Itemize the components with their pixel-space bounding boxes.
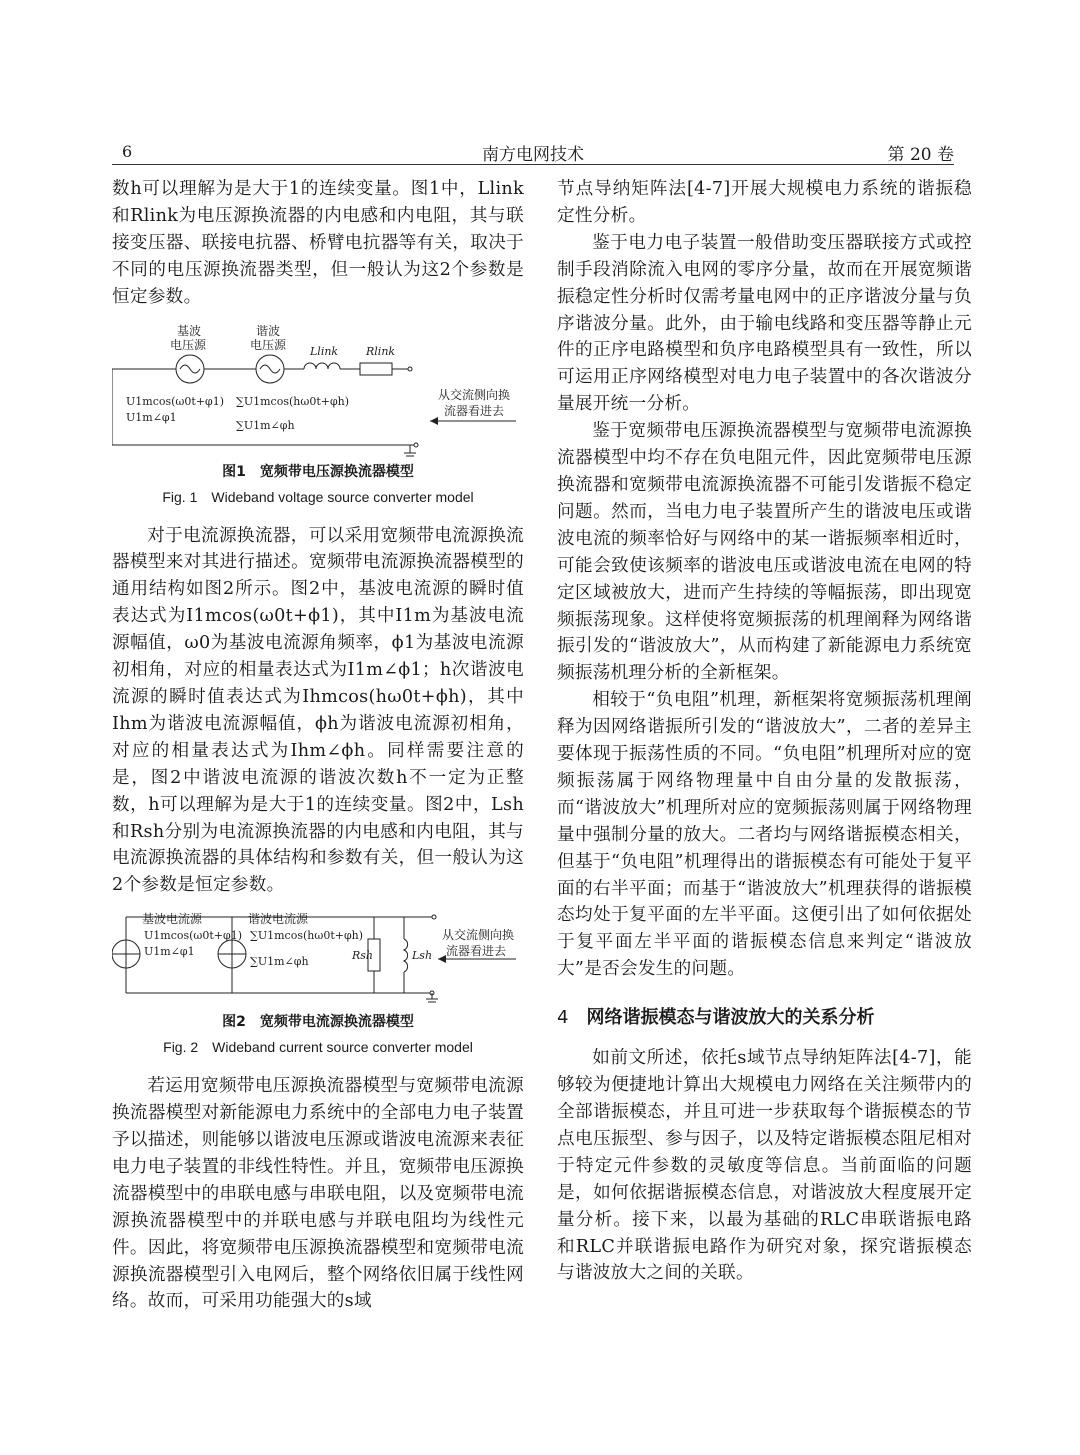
fund-phasor: U1m∠φ1 (144, 945, 195, 959)
paragraph: 节点导纳矩阵法[4-7]开展大规模电力系统的谐振稳定性分析。 (557, 179, 972, 226)
arrow-icon (430, 417, 438, 425)
harm-phasor: ∑U1m∠φh (236, 418, 295, 432)
fund-label-2: 电压源 (170, 337, 207, 352)
figure-2 (112, 909, 524, 1057)
harm-label: 谐波 (256, 323, 281, 338)
left-column (112, 176, 524, 1315)
journal-title: 南方电网技术 (482, 145, 584, 165)
figure-2-caption-cn: 图2 宽频带电流源换流器模型 (222, 1014, 414, 1031)
paragraph: 鉴于宽频带电压源换流器模型与宽频带电流源换流器模型中均不存在负电阻元件，因此宽频带电压源换流器和宽频带电流源换流器不可能引发谐振不稳定问题。然而，当电力电子装置所产生的谐波电压或谐波电流的频率恰好与网络中的某一谐振频率相近时，可能会致使该频率的谐波电压或谐波电流在电网的特定区域被放大，进而产生持续的等幅振荡，即出现宽频振荡现象。这样使将宽频振荡的机理阐释为网络谐振引发的“谐波放大”，从而构建了新能源电力系统宽频振荡机理分析的全新框架。 (557, 421, 972, 684)
current-source-circuit-diagram (112, 909, 524, 1007)
voltage-source-circuit-diagram (112, 321, 524, 457)
harm-label-2: 电压源 (250, 337, 287, 352)
resistor-label: Rsh (352, 949, 374, 963)
fund-expression: U1mcos(ω0t+φ1) (144, 929, 243, 943)
harm-phasor: ∑U1m∠φh (250, 955, 309, 969)
inductor-label: Llink (310, 344, 339, 358)
view-label-2: 流器看进去 (444, 403, 505, 418)
resistor-symbol (360, 363, 392, 375)
harm-expression: ∑U1mcos(hω0t+φh) (236, 394, 350, 408)
paragraph: 数h可以理解为是大于1的连续变量。图1中，Llink和Rlink为电压源换流器的内电感和内电阻，其与联接变压器、联接电抗器、桥臂电抗器等有关，取决于不同的电压源换流器类型，但一般认为这2个参数是恒定参数。 (112, 179, 524, 307)
harm-current-label: 谐波电流源 (248, 912, 309, 927)
page-number: 6 (122, 142, 133, 161)
inductor-symbol (304, 363, 340, 369)
paragraph: 对于电流源换流器，可以采用宽频带电流源换流器模型来对其进行描述。宽频带电流源换流器模型的通用结构如图2所示。图2中，基波电流源的瞬时值表达式为I1mcos(ω0t+ϕ1)，其中I1m为基波电流源幅值，ω0为基波电流源角频率，ϕ1为基波电流源初相角，对应的相量表达式为I1m∠ϕ1；h次谐波电流源的瞬时值表达式为Ihmcos(hω0t+ϕh)，其中Ihm为谐波电流源幅值，ϕh为谐波电流源初相角，对应的相量表达式为Ihm∠ϕh。同样需要注意的是，图2中谐波电流源的谐波次数h不一定为正整数，h可以理解为是大于1的连续变量。图2中，Lsh和Rsh分别为电流源换流器的内电感和内电阻，其与电流源换流器的具体结构和参数有关，但一般认为这2个参数是恒定参数。 (112, 525, 524, 896)
fund-current-label: 基波电流源 (142, 912, 203, 927)
inductor-symbol (404, 939, 408, 972)
paragraph: 鉴于电力电子装置一般借助变压器联接方式或控制手段消除流入电网的零序分量，故而在开展宽频谐振稳定性分析时仅需考量电网中的正序谐波分量与负序谐波分量。此外，由于输电线路和变压器等静止元件的正序电路模型和负序电路模型具有一致性，所以可运用正序网络模型对电力电子装置中的各次谐波分量展开统一分析。 (557, 232, 972, 415)
paragraph: 如前文所述，依托s域节点导纳矩阵法[4-7]，能够较为便捷地计算出大规模电力网络在关注频带内的全部谐振模态，并且可进一步获取每个谐振模态的节点电压振型、参与因子，以及特定谐振模态阻尼相对于特定元件参数的灵敏度等信息。当前面临的问题是，如何依据谐振模态信息，对谐波放大程度展开定量分析。接下来，以最为基础的RLC串联谐振电路和RLC并联谐振电路作为研究对象，探究谐振模态与谐波放大之间的关联。 (557, 1048, 972, 1284)
section-title: 网络谐振模态与谐波放大的关系分析 (586, 1007, 875, 1029)
figure-1-caption-en: Fig. 1 Wideband voltage source converter model (162, 488, 474, 505)
section-number: 4 (557, 1007, 569, 1029)
view-label: 从交流侧向换 (442, 928, 515, 943)
arrow-icon (438, 955, 446, 963)
right-column (557, 176, 972, 1287)
section-heading (557, 1003, 972, 1029)
paragraph: 相较于“负电阻”机理，新框架将宽频振荡机理阐释为因网络谐振所引发的“谐波放大”，二者的差异主要体现于振荡性质的不同。“负电阻”机理所对应的宽频振荡属于网络物理量中自由分量的发散振荡，而“谐波放大”机理所对应的宽频振荡则属于网络物理量中强制分量的放大。二者均与网络谐振模态相关，但基于“负电阻”机理得出的谐振模态有可能处于复平面的右半平面；而基于“谐波放大”机理获得的谐振模态均处于复平面的左半平面。这便引出了如何依据处于复平面左半平面的谐振模态信息来判定“谐波放大”是否会发生的问题。 (557, 690, 972, 980)
fund-phasor: U1m∠φ1 (126, 410, 177, 424)
harm-expression: ∑U1mcos(hω0t+φh) (250, 929, 364, 943)
view-label: 从交流侧向换 (438, 387, 511, 402)
figure-1 (112, 321, 524, 507)
paragraph: 若运用宽频带电压源换流器模型与宽频带电流源换流器模型对新能源电力系统中的全部电力电子装置予以描述，则能够以谐波电压源或谐波电流源来表征电力电子装置的非线性特性。并且，宽频带电压源换流器模型中的串联电感与串联电阻，以及宽频带电流源换流器模型中的并联电感与并联电阻均为线性元件。因此，将宽频带电压源换流器模型和宽频带电流源换流器模型引入电网后，整个网络依旧属于线性网络。故而，可采用功能强大的s域 (112, 1076, 524, 1312)
fund-label: 基波 (177, 323, 202, 338)
figure-1-caption-cn: 图1 宽频带电压源换流器模型 (222, 463, 414, 480)
view-label-2: 流器看进去 (446, 944, 507, 959)
resistor-label: Rlink (366, 344, 396, 358)
header-rule (112, 164, 954, 165)
figure-2-caption-en: Fig. 2 Wideband current source converter model (163, 1039, 473, 1056)
fund-expression: U1mcos(ω0t+φ1) (126, 394, 225, 408)
inductor-label: Lsh (412, 949, 433, 963)
volume-label: 第 20 卷 (887, 145, 954, 165)
